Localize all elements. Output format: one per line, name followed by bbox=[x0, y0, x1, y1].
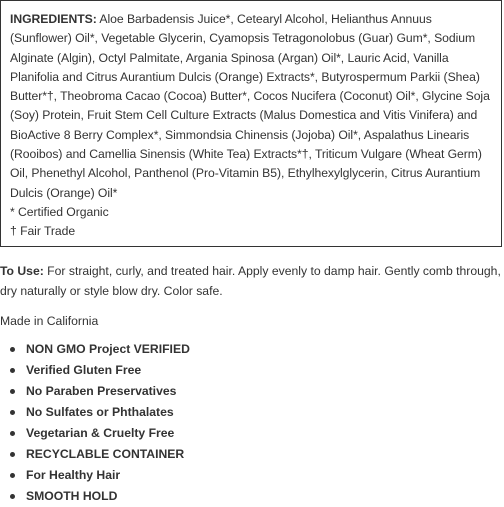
made-in-text: Made in California bbox=[0, 314, 99, 328]
feature-label: Verified Gluten Free bbox=[26, 363, 142, 377]
bullet-icon bbox=[10, 431, 15, 436]
feature-item bbox=[0, 486, 190, 507]
feature-item bbox=[0, 444, 190, 465]
features-list bbox=[0, 339, 190, 507]
feature-label: Vegetarian & Cruelty Free bbox=[26, 426, 175, 440]
ingredients-text: Aloe Barbadensis Juice*, Cetearyl Alcohol, Helianthus Annuus (Sunflower) Oil*, Vegetable Glycerin, Cyamopsis Tetragonolobus (Guar) Gum*, Sodium Alginate (Algin), Octyl Palmitate, Argania Spinosa (Argan) Oil*, Lauric Acid, Vanilla Planifolia and Citrus Aurantium Dulcis (Orange) Extracts*, Butyrospermum Parkii (Shea) Butter*†, Theobroma Cacao (Cocoa) Butter*, Cocos Nucifera (Coconut) Oil*, Glycine Soja (Soy) Protein, Fruit Stem Cell Culture Extracts (Malus Domestica and Vitis Vinifera) and BioActive 8 Berry Complex*, Simmondsia Chinensis (Jojoba) Oil*, Aspalathus Linearis (Rooibos) and Camellia Sinensis (White Tea) Extracts*†, Triticum Vulgare (Wheat Germ) Oil, Phenethyl Alcohol, Panthenol (Pro-Vitamin B5), Ethylhexylglycerin, Citrus Aurantium Dulcis (Orange) Oil* bbox=[10, 12, 490, 200]
feature-label: RECYCLABLE CONTAINER bbox=[26, 447, 185, 461]
certified-organic-note: * Certified Organic bbox=[10, 204, 109, 219]
bullet-icon bbox=[10, 347, 15, 352]
feature-label: No Sulfates or Phthalates bbox=[26, 405, 174, 419]
fair-trade-note: † Fair Trade bbox=[10, 224, 76, 239]
feature-label: SMOOTH HOLD bbox=[26, 489, 118, 503]
usage-text: For straight, curly, and treated hair. Apply evenly to damp hair. Gently comb through, dry naturally or style blow dry. Color safe. bbox=[0, 264, 501, 298]
bullet-icon bbox=[10, 494, 15, 499]
usage-instructions bbox=[0, 261, 504, 301]
usage-label: To Use: bbox=[0, 264, 44, 278]
feature-label: No Paraben Preservatives bbox=[26, 384, 177, 398]
feature-label: NON GMO Project VERIFIED bbox=[26, 342, 190, 356]
feature-item bbox=[0, 360, 190, 381]
bullet-icon bbox=[10, 452, 15, 457]
ingredients-paragraph bbox=[10, 10, 493, 203]
bullet-icon bbox=[10, 389, 15, 394]
bullet-icon bbox=[10, 473, 15, 478]
feature-item bbox=[0, 402, 190, 423]
bullet-icon bbox=[10, 410, 15, 415]
feature-item bbox=[0, 381, 190, 402]
ingredients-box bbox=[0, 0, 502, 247]
feature-item bbox=[0, 423, 190, 444]
feature-label: For Healthy Hair bbox=[26, 468, 121, 482]
ingredients-label: INGREDIENTS: bbox=[10, 12, 97, 26]
bullet-icon bbox=[10, 368, 15, 373]
feature-item bbox=[0, 339, 190, 360]
feature-item bbox=[0, 465, 190, 486]
